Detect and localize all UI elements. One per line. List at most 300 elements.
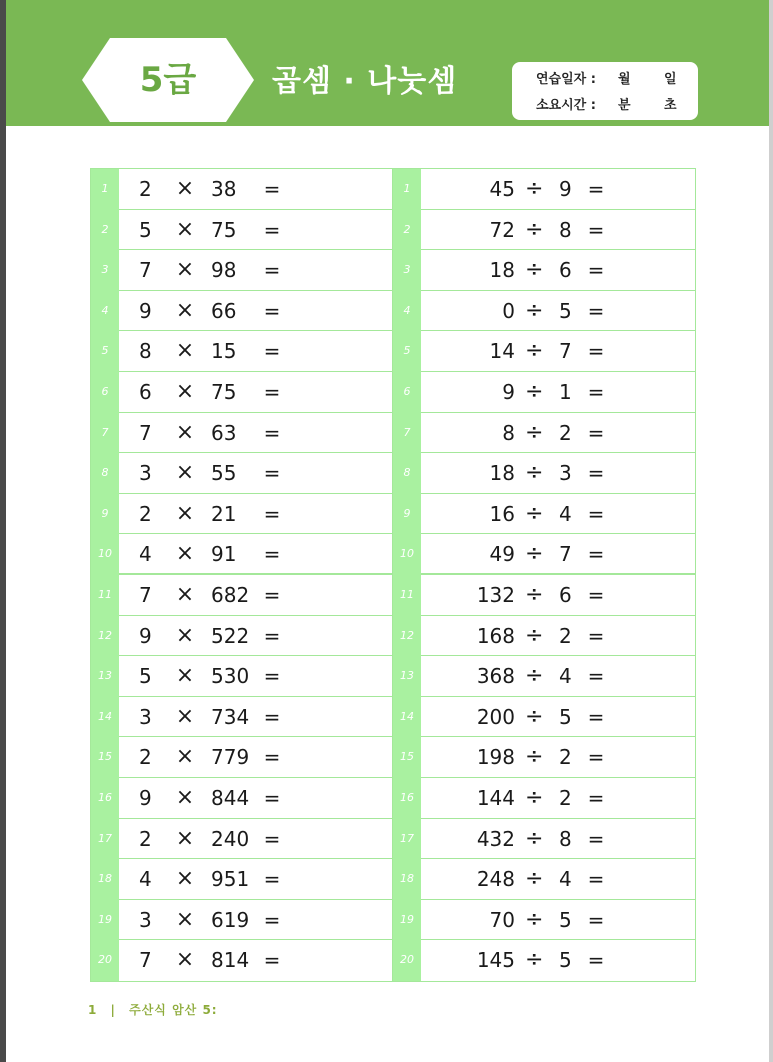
operand-b: 2: [559, 745, 572, 770]
problem-number: 2: [91, 210, 119, 251]
multiply-sign: ×: [175, 866, 195, 892]
division-problem-row: [393, 534, 695, 575]
equals-sign: =: [587, 420, 605, 445]
equals-sign: =: [587, 542, 605, 567]
divide-sign: ÷: [525, 257, 544, 283]
equals-sign: =: [263, 339, 281, 364]
multiply-sign: ×: [175, 419, 195, 445]
equals-sign: =: [263, 867, 281, 892]
division-problem-row: [393, 900, 695, 941]
problem-expression: [119, 697, 393, 738]
division-problem-row: [393, 616, 695, 657]
footer-separator: |: [110, 1003, 116, 1017]
operand-b: 9: [559, 177, 572, 201]
problem-expression: [421, 210, 695, 251]
problem-number: 7: [91, 413, 119, 454]
equals-sign: =: [587, 745, 605, 770]
multiply-sign: ×: [175, 338, 195, 364]
problem-expression: [421, 656, 695, 697]
page-number: 1: [88, 1003, 98, 1017]
operand-b: 522: [211, 623, 250, 648]
equals-sign: =: [587, 501, 605, 526]
problem-number: 1: [91, 169, 119, 210]
operand-a: 2: [139, 501, 152, 526]
multiplication-problem-row: [91, 656, 393, 697]
operand-b: 4: [559, 501, 572, 526]
problem-expression: [421, 859, 695, 900]
operand-a: 4: [139, 867, 152, 892]
operand-a: 14: [489, 339, 515, 364]
multiply-sign: ×: [175, 257, 195, 283]
division-problem-row: [393, 169, 695, 210]
practice-info-box: [512, 62, 698, 120]
multiply-sign: ×: [175, 744, 195, 770]
multiplication-problem-row: [91, 737, 393, 778]
problem-expression: [119, 331, 393, 372]
problem-number: 18: [91, 859, 119, 900]
operand-b: 7: [559, 339, 572, 364]
equals-sign: =: [263, 217, 281, 242]
problem-number: 9: [393, 494, 421, 535]
multiply-sign: ×: [175, 703, 195, 729]
operand-a: 7: [139, 583, 152, 607]
problem-number: 13: [91, 656, 119, 697]
multiplication-problem-row: [91, 413, 393, 454]
multiplication-problem-row: [91, 372, 393, 413]
operand-b: 38: [211, 177, 237, 201]
operand-b: 3: [559, 461, 572, 486]
division-problem-row: [393, 940, 695, 981]
operand-a: 49: [489, 542, 515, 567]
operand-b: 2: [559, 420, 572, 445]
divide-sign: ÷: [525, 419, 544, 445]
multiplication-problem-row: [91, 534, 393, 575]
division-problem-row: [393, 737, 695, 778]
equals-sign: =: [263, 380, 281, 404]
problem-number: 15: [91, 737, 119, 778]
equals-sign: =: [587, 177, 605, 201]
problem-expression: [119, 534, 393, 575]
multiplication-column: [91, 169, 393, 981]
problem-number: 17: [393, 819, 421, 860]
operand-a: 200: [476, 704, 515, 729]
problem-expression: [119, 291, 393, 332]
practice-date-label: 연습일자 :: [536, 72, 596, 87]
divide-sign: ÷: [525, 622, 544, 648]
time-taken-label: 소요시간 :: [536, 98, 596, 113]
problem-number: 18: [393, 859, 421, 900]
problem-expression: [421, 372, 695, 413]
division-problem-row: [393, 291, 695, 332]
equals-sign: =: [263, 177, 281, 201]
equals-sign: =: [263, 745, 281, 770]
equals-sign: =: [263, 542, 281, 567]
operand-a: 5: [139, 217, 152, 242]
problem-number: 4: [393, 291, 421, 332]
problem-number: 3: [393, 250, 421, 291]
operand-a: 7: [139, 948, 152, 973]
equals-sign: =: [587, 826, 605, 851]
equals-sign: =: [263, 704, 281, 729]
operand-a: 2: [139, 177, 152, 201]
operand-a: 4: [139, 542, 152, 567]
operand-a: 9: [502, 380, 515, 404]
operand-a: 3: [139, 704, 152, 729]
problem-expression: [119, 940, 393, 981]
operand-b: 75: [211, 380, 237, 404]
problem-number: 16: [393, 778, 421, 819]
operand-b: 8: [559, 217, 572, 242]
problem-number: 20: [393, 940, 421, 981]
multiplication-problem-row: [91, 859, 393, 900]
division-problem-row: [393, 494, 695, 535]
multiply-sign: ×: [175, 622, 195, 648]
equals-sign: =: [263, 258, 281, 283]
operand-a: 5: [139, 664, 152, 689]
equals-sign: =: [263, 298, 281, 323]
operand-a: 9: [139, 298, 152, 323]
operand-a: 248: [476, 867, 515, 892]
problem-number: 3: [91, 250, 119, 291]
problem-number: 8: [393, 453, 421, 494]
equals-sign: =: [587, 258, 605, 283]
multiplication-problem-row: [91, 291, 393, 332]
divide-sign: ÷: [525, 541, 544, 567]
operand-a: 18: [489, 258, 515, 283]
division-problem-row: [393, 859, 695, 900]
problem-expression: [421, 413, 695, 454]
problem-number: 11: [91, 575, 119, 616]
multiply-sign: ×: [175, 541, 195, 567]
problem-number: 5: [393, 331, 421, 372]
operand-a: 368: [476, 664, 515, 689]
operand-b: 682: [211, 583, 250, 607]
problem-number: 9: [91, 494, 119, 535]
division-column: [393, 169, 695, 981]
practice-date-row: [512, 68, 698, 88]
divide-sign: ÷: [525, 297, 544, 323]
multiplication-problem-row: [91, 697, 393, 738]
division-problem-row: [393, 819, 695, 860]
divide-sign: ÷: [525, 906, 544, 932]
problem-expression: [421, 616, 695, 657]
operand-a: 45: [489, 177, 515, 201]
operand-b: 75: [211, 217, 237, 242]
divide-sign: ÷: [525, 500, 544, 526]
divide-sign: ÷: [525, 338, 544, 364]
operand-a: 145: [476, 948, 515, 973]
equals-sign: =: [587, 907, 605, 932]
divide-sign: ÷: [525, 825, 544, 851]
operand-a: 16: [489, 501, 515, 526]
operand-a: 3: [139, 907, 152, 932]
multiplication-problem-row: [91, 900, 393, 941]
division-problem-row: [393, 575, 695, 616]
multiplication-problem-row: [91, 169, 393, 210]
problem-expression: [421, 697, 695, 738]
problem-number: 8: [91, 453, 119, 494]
multiply-sign: ×: [175, 216, 195, 242]
equals-sign: =: [587, 948, 605, 973]
operand-a: 7: [139, 420, 152, 445]
problem-number: 12: [393, 616, 421, 657]
book-title: 주산식 암산 5:: [129, 1003, 218, 1017]
divide-sign: ÷: [525, 866, 544, 892]
problem-expression: [421, 900, 695, 941]
operand-a: 18: [489, 461, 515, 486]
problem-expression: [119, 859, 393, 900]
problem-expression: [119, 819, 393, 860]
equals-sign: =: [263, 664, 281, 689]
operand-a: 198: [476, 745, 515, 770]
operand-b: 814: [211, 948, 250, 973]
problem-expression: [119, 494, 393, 535]
problem-expression: [421, 453, 695, 494]
operand-b: 4: [559, 867, 572, 892]
equals-sign: =: [263, 501, 281, 526]
multiply-sign: ×: [175, 663, 195, 689]
multiplication-problem-row: [91, 250, 393, 291]
multiplication-problem-row: [91, 778, 393, 819]
operand-a: 72: [489, 217, 515, 242]
problem-number: 16: [91, 778, 119, 819]
header-banner: [6, 0, 769, 126]
problem-expression: [421, 778, 695, 819]
multiplication-problem-row: [91, 494, 393, 535]
operand-a: 2: [139, 826, 152, 851]
multiplication-problem-row: [91, 331, 393, 372]
problem-expression: [421, 575, 695, 616]
operand-b: 240: [211, 826, 250, 851]
divide-sign: ÷: [525, 947, 544, 973]
equals-sign: =: [587, 623, 605, 648]
equals-sign: =: [587, 664, 605, 689]
division-problem-row: [393, 210, 695, 251]
problem-number: 14: [91, 697, 119, 738]
problem-number: 19: [393, 900, 421, 941]
division-problem-row: [393, 778, 695, 819]
problem-expression: [119, 900, 393, 941]
division-problem-row: [393, 250, 695, 291]
operand-a: 132: [476, 583, 515, 607]
problem-expression: [119, 250, 393, 291]
problem-number: 5: [91, 331, 119, 372]
multiply-sign: ×: [175, 460, 195, 486]
division-problem-row: [393, 372, 695, 413]
multiply-sign: ×: [175, 500, 195, 526]
multiply-sign: ×: [175, 379, 195, 404]
divide-sign: ÷: [525, 379, 544, 404]
problem-number: 17: [91, 819, 119, 860]
equals-sign: =: [263, 786, 281, 810]
operand-b: 779: [211, 745, 250, 770]
problem-expression: [421, 169, 695, 210]
divide-sign: ÷: [525, 582, 544, 607]
problem-expression: [421, 331, 695, 372]
problem-expression: [119, 453, 393, 494]
operand-a: 2: [139, 745, 152, 770]
operand-b: 98: [211, 258, 237, 283]
divide-sign: ÷: [525, 703, 544, 729]
operand-a: 8: [139, 339, 152, 364]
time-taken-row: [512, 94, 698, 114]
problem-number: 13: [393, 656, 421, 697]
day-unit: 일: [664, 72, 677, 87]
equals-sign: =: [587, 867, 605, 892]
multiplication-problem-row: [91, 453, 393, 494]
equals-sign: =: [263, 623, 281, 648]
divide-sign: ÷: [525, 785, 544, 810]
problem-expression: [119, 616, 393, 657]
operand-b: 4: [559, 664, 572, 689]
operand-a: 168: [476, 623, 515, 648]
operand-b: 2: [559, 623, 572, 648]
operand-b: 91: [211, 542, 237, 567]
equals-sign: =: [587, 217, 605, 242]
problem-expression: [421, 819, 695, 860]
equals-sign: =: [587, 786, 605, 810]
operand-b: 66: [211, 298, 237, 323]
division-problem-row: [393, 331, 695, 372]
problem-number: 12: [91, 616, 119, 657]
multiply-sign: ×: [175, 297, 195, 323]
problem-number: 15: [393, 737, 421, 778]
equals-sign: =: [263, 420, 281, 445]
multiplication-problem-row: [91, 210, 393, 251]
operand-b: 951: [211, 867, 250, 892]
page-footer: [88, 1001, 226, 1018]
problem-number: 6: [91, 372, 119, 413]
operand-a: 6: [139, 380, 152, 404]
operand-a: 0: [502, 298, 515, 323]
problem-grid: [90, 168, 696, 982]
operand-b: 63: [211, 420, 237, 445]
operand-b: 21: [211, 501, 237, 526]
operand-b: 7: [559, 542, 572, 567]
problem-expression: [421, 291, 695, 332]
multiply-sign: ×: [175, 947, 195, 973]
problem-expression: [421, 534, 695, 575]
operand-a: 70: [489, 907, 515, 932]
equals-sign: =: [263, 948, 281, 973]
equals-sign: =: [263, 461, 281, 486]
equals-sign: =: [587, 583, 605, 607]
problem-number: 6: [393, 372, 421, 413]
operand-b: 6: [559, 258, 572, 283]
divide-sign: ÷: [525, 176, 544, 201]
problem-expression: [421, 737, 695, 778]
operand-b: 1: [559, 380, 572, 404]
problem-number: 1: [393, 169, 421, 210]
operand-b: 5: [559, 298, 572, 323]
problem-number: 14: [393, 697, 421, 738]
month-unit: 월: [618, 72, 631, 87]
operand-b: 5: [559, 907, 572, 932]
operand-a: 9: [139, 786, 152, 810]
operand-b: 734: [211, 704, 250, 729]
operand-a: 7: [139, 258, 152, 283]
problem-number: 2: [393, 210, 421, 251]
equals-sign: =: [263, 826, 281, 851]
operand-a: 432: [476, 826, 515, 851]
multiply-sign: ×: [175, 825, 195, 851]
multiply-sign: ×: [175, 906, 195, 932]
problem-expression: [119, 656, 393, 697]
second-unit: 초: [664, 98, 677, 113]
multiplication-problem-row: [91, 819, 393, 860]
equals-sign: =: [263, 907, 281, 932]
problem-expression: [119, 169, 393, 210]
problem-number: 20: [91, 940, 119, 981]
divide-sign: ÷: [525, 216, 544, 242]
problem-expression: [119, 210, 393, 251]
problem-expression: [119, 372, 393, 413]
operand-b: 530: [211, 664, 250, 689]
level-label: 5급: [139, 60, 197, 100]
problem-expression: [421, 250, 695, 291]
problem-number: 4: [91, 291, 119, 332]
operand-a: 8: [502, 420, 515, 445]
problem-number: 7: [393, 413, 421, 454]
division-problem-row: [393, 697, 695, 738]
operand-b: 6: [559, 583, 572, 607]
division-problem-row: [393, 656, 695, 697]
divide-sign: ÷: [525, 460, 544, 486]
multiply-sign: ×: [175, 176, 195, 201]
operand-a: 144: [476, 786, 515, 810]
problem-number: 19: [91, 900, 119, 941]
operand-b: 8: [559, 826, 572, 851]
operand-b: 5: [559, 948, 572, 973]
equals-sign: =: [587, 380, 605, 404]
equals-sign: =: [587, 461, 605, 486]
operand-a: 9: [139, 623, 152, 648]
multiply-sign: ×: [175, 785, 195, 810]
multiplication-problem-row: [91, 940, 393, 981]
problem-number: 10: [91, 534, 119, 575]
problem-number: 10: [393, 534, 421, 575]
divide-sign: ÷: [525, 744, 544, 770]
problem-expression: [119, 778, 393, 819]
level-badge: [82, 38, 254, 122]
problem-number: 11: [393, 575, 421, 616]
problem-expression: [421, 940, 695, 981]
equals-sign: =: [587, 704, 605, 729]
minute-unit: 분: [618, 98, 631, 113]
division-problem-row: [393, 413, 695, 454]
problem-expression: [119, 413, 393, 454]
operand-b: 15: [211, 339, 237, 364]
problem-expression: [119, 575, 393, 616]
problem-expression: [119, 737, 393, 778]
operand-b: 619: [211, 907, 250, 932]
operand-b: 5: [559, 704, 572, 729]
equals-sign: =: [263, 583, 281, 607]
problem-expression: [421, 494, 695, 535]
operand-a: 3: [139, 461, 152, 486]
multiply-sign: ×: [175, 582, 195, 607]
equals-sign: =: [587, 298, 605, 323]
page-title: 곱셈 · 나눗셈: [272, 64, 458, 99]
operand-b: 2: [559, 786, 572, 810]
multiplication-problem-row: [91, 616, 393, 657]
multiplication-problem-row: [91, 575, 393, 616]
division-problem-row: [393, 453, 695, 494]
operand-b: 55: [211, 461, 237, 486]
operand-b: 844: [211, 786, 250, 810]
equals-sign: =: [587, 339, 605, 364]
divide-sign: ÷: [525, 663, 544, 689]
